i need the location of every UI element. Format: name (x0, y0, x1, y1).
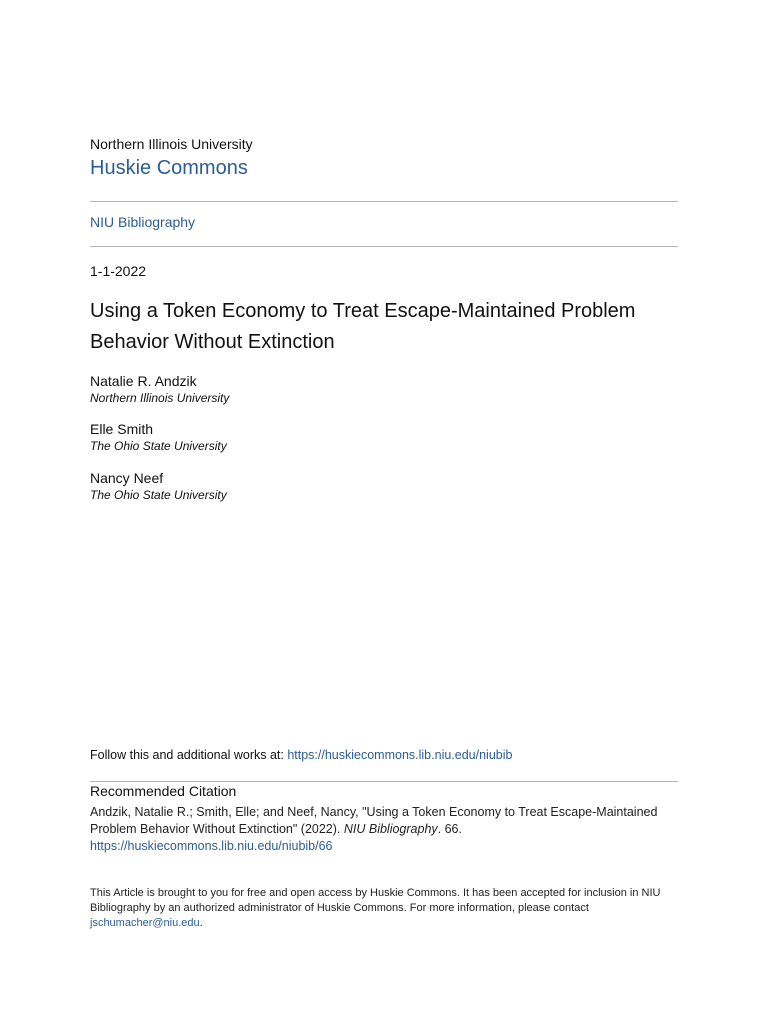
access-end: . (199, 917, 203, 929)
author-affiliation: The Ohio State University (90, 488, 227, 502)
author-affiliation: The Ohio State University (90, 439, 227, 453)
divider-bottom (90, 781, 678, 782)
divider-middle (90, 246, 678, 247)
author-name: Nancy Neef (90, 470, 164, 486)
citation-heading: Recommended Citation (90, 783, 237, 799)
citation-journal: NIU Bibliography (343, 822, 438, 836)
citation-body: Andzik, Natalie R.; Smith, Elle; and Neef, Nancy, "Using a Token Economy to Treat Escape-Maintained Problem Behavior Without Extinction" (2022). (90, 805, 658, 836)
follow-link[interactable]: https://huskiecommons.lib.niu.edu/niubib (287, 748, 513, 762)
author-name: Elle Smith (90, 421, 154, 437)
citation-text (90, 804, 678, 855)
citation-link[interactable]: https://huskiecommons.lib.niu.edu/niubib/66 (90, 839, 333, 853)
author-block (90, 372, 590, 406)
repository-link[interactable]: Huskie Commons (90, 157, 248, 179)
author-name: Natalie R. Andzik (90, 373, 197, 389)
citation-number: . 66. (437, 822, 462, 836)
institution-name: Northern Illinois University (90, 136, 253, 152)
publication-date: 1-1-2022 (90, 263, 147, 279)
collection-link[interactable]: NIU Bibliography (90, 214, 196, 230)
divider-top (90, 201, 678, 202)
author-block (90, 469, 590, 503)
article-title: Using a Token Economy to Treat Escape-Maintained Problem Behavior Without Extinction (90, 300, 636, 353)
access-text: This Article is brought to you for free and open access by Huskie Commons. It has been accepted for inclusion in NIU Bibliography by an authorized administrator of Huskie Commons. For more information, please contact (90, 887, 661, 914)
follow-text: Follow this and additional works at: (90, 748, 288, 762)
follow-line (90, 748, 512, 762)
author-affiliation: Northern Illinois University (90, 391, 230, 405)
contact-email-link[interactable]: jschumacher@niu.edu (90, 917, 200, 929)
author-block (90, 420, 590, 454)
access-notice (90, 886, 678, 931)
